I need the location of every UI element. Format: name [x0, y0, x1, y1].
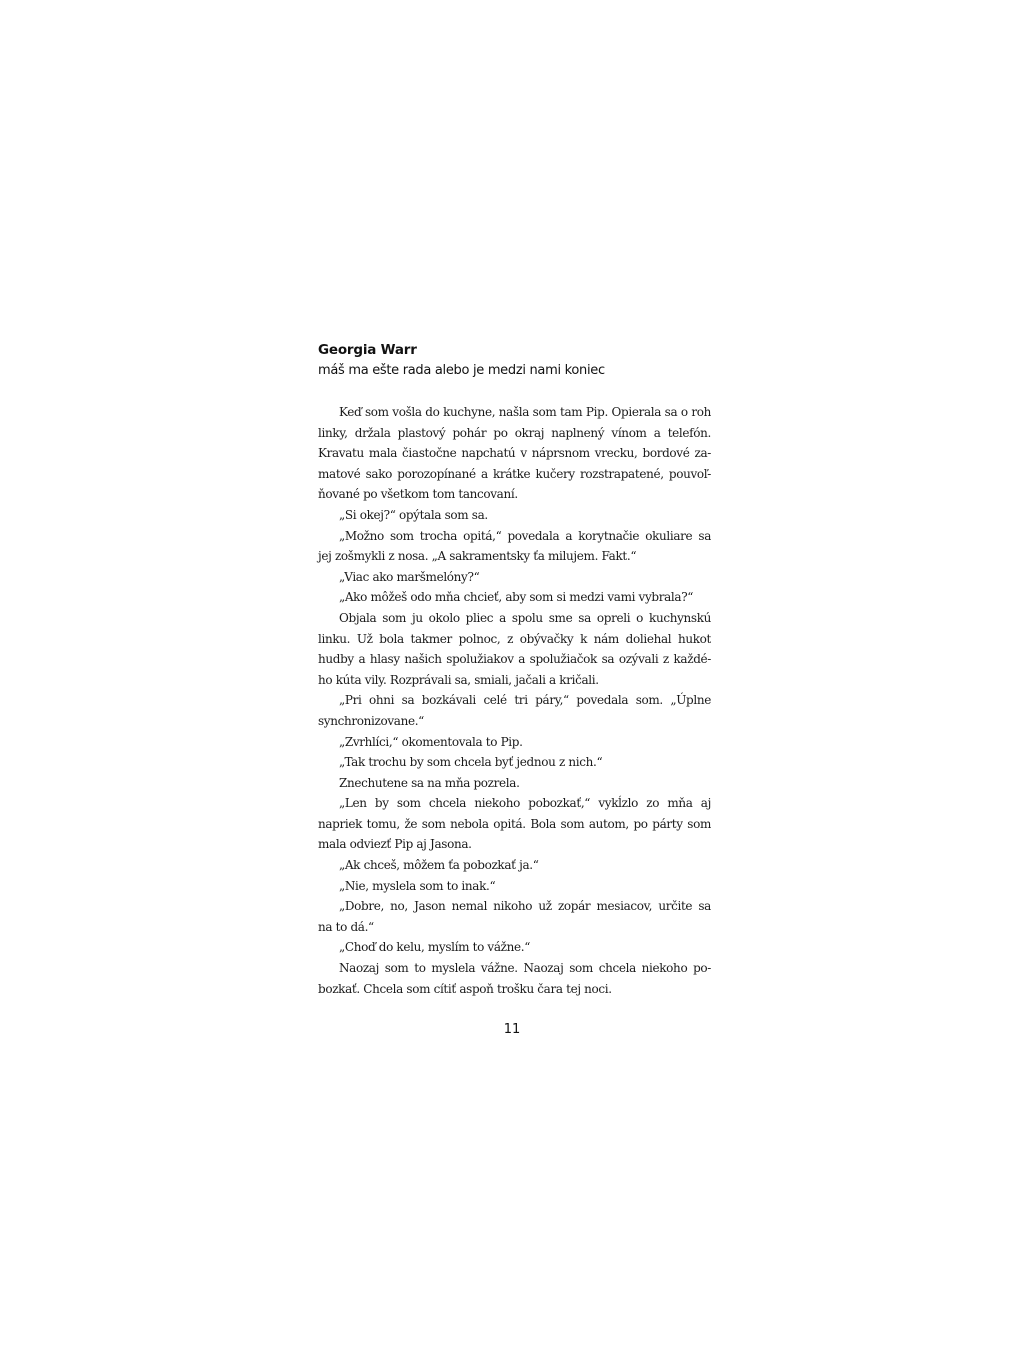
text-line: „Si okej?“ opýtala som sa. — [339, 507, 488, 522]
book-title: máš ma ešte rada alebo je medzi nami koniec — [318, 363, 605, 378]
text-line: jej zošmykli z nosa. „A sakramentsky ťa milujem. Fakt.“ — [318, 549, 637, 564]
text-line: bozkať. Chcela som cítiť aspoň trošku čara tej noci. — [318, 981, 612, 996]
text-line: „Dobre, no, Jason nemal nikoho už zopár mesiacov, určite sa — [339, 899, 711, 914]
body-text — [318, 402, 711, 999]
text-line: „Tak trochu by som chcela byť jednou z nich.“ — [339, 755, 603, 770]
text-line: Keď som vošla do kuchyne, našla som tam Pip. Opierala sa o roh — [339, 405, 711, 419]
text-line: ňované po všetkom tom tancovaní. — [318, 487, 518, 502]
text-line: na to dá.“ — [318, 919, 374, 934]
text-line: „Viac ako maršmelóny?“ — [339, 569, 480, 584]
text-line: matové sako porozopínané a krátke kučery rozstrapatené, pouvoľ- — [318, 466, 711, 481]
text-line: „Zvrhlíci,“ okomentovala to Pip. — [339, 734, 523, 749]
page-number: 11 — [503, 1022, 521, 1037]
text-line: „Choď do kelu, myslím to vážne.“ — [339, 940, 531, 955]
text-line: mala odviezť Pip aj Jasona. — [318, 837, 472, 852]
running-header — [318, 340, 718, 381]
text-line: linky, držala plastový pohár po okraj naplnený vínom a telefón. — [318, 425, 711, 440]
text-line: Kravatu mala čiastočne napchatú v náprsnom vrecku, bordové za- — [318, 446, 711, 461]
text-line: ho kúta vily. Rozprávali sa, smiali, jačali a kričali. — [318, 672, 599, 687]
author-name: Georgia Warr — [318, 342, 417, 358]
text-line: synchronizovane.“ — [318, 713, 424, 728]
text-line: „Ako môžeš odo mňa chcieť, aby som si medzi vami vybrala?“ — [339, 590, 694, 605]
text-line: Objala som ju okolo pliec a spolu sme sa opreli o kuchynskú — [339, 610, 711, 625]
text-line: napriek tomu, že som nebola opitá. Bola som autom, po párty som — [318, 816, 711, 831]
text-line: „Ak chceš, môžem ťa pobozkať ja.“ — [339, 858, 539, 873]
text-line: „Pri ohni sa bozkávali celé tri páry,“ povedala som. „Úplne — [339, 693, 711, 708]
text-line: „Nie, myslela som to inak.“ — [339, 878, 496, 893]
text-line: „Možno som trocha opitá,“ povedala a korytnačie okuliare sa — [339, 528, 711, 543]
text-line: „Len by som chcela niekoho pobozkať,“ vykĺzlo zo mňa aj — [339, 796, 711, 811]
text-line: linku. Už bola takmer polnoc, z obývačky k nám doliehal hukot — [318, 631, 711, 646]
text-line: hudby a hlasy našich spolužiakov a spolužiačok sa ozývali z každé- — [318, 652, 711, 667]
text-line: Naozaj som to myslela vážne. Naozaj som chcela niekoho po- — [339, 961, 711, 976]
text-line: Znechutene sa na mňa pozrela. — [339, 775, 520, 790]
